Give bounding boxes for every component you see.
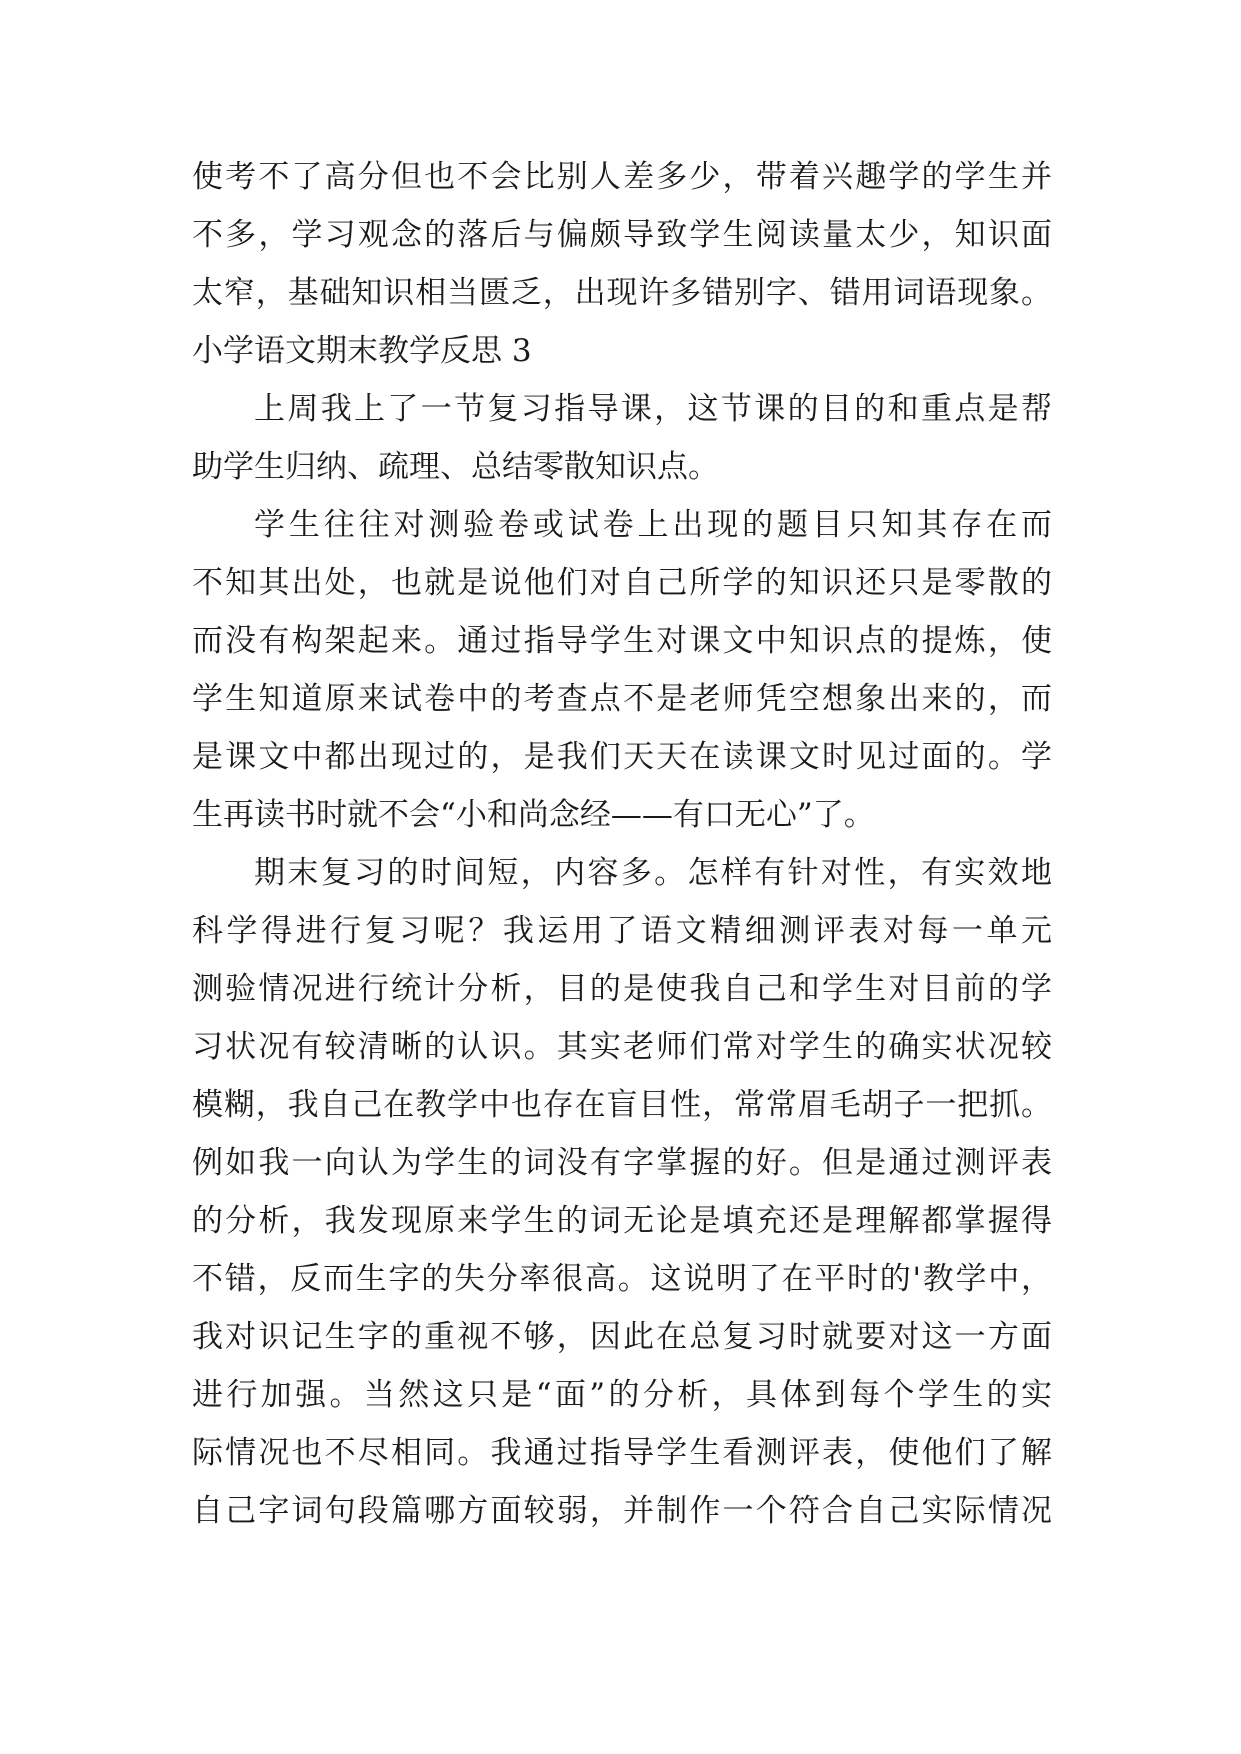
text-line: 不错，反而生字的失分率很高。这说明了在平时的'教学中， (192, 1261, 1052, 1297)
text-line: 生再读书时就不会“小和尚念经——有口无心”了。 (192, 797, 875, 833)
section-heading: 小学语文期末教学反思 3 (192, 333, 532, 369)
text-line: 际情况也不尽相同。我通过指导学生看测评表，使他们了解 (192, 1435, 1052, 1471)
text-line: 期末复习的时间短，内容多。怎样有针对性，有实效地 (254, 855, 1052, 891)
text-line: 习状况有较清晰的认识。其实老师们常对学生的确实状况较 (192, 1029, 1052, 1065)
text-line: 不多，学习观念的落后与偏颇导致学生阅读量太少，知识面 (192, 217, 1052, 253)
text-line: 自己字词句段篇哪方面较弱，并制作一个符合自己实际情况 (192, 1493, 1052, 1529)
text-line: 上周我上了一节复习指导课，这节课的目的和重点是帮 (254, 391, 1052, 427)
text-line: 模糊，我自己在教学中也存在盲目性，常常眉毛胡子一把抓。 (192, 1087, 1052, 1123)
text-line: 不知其出处，也就是说他们对自己所学的知识还只是零散的 (192, 565, 1052, 601)
text-line: 进行加强。当然这只是“面”的分析，具体到每个学生的实 (192, 1377, 1052, 1413)
text-line: 测验情况进行统计分析，目的是使我自己和学生对目前的学 (192, 971, 1052, 1007)
text-line: 的分析，我发现原来学生的词无论是填充还是理解都掌握得 (192, 1203, 1052, 1239)
text-line: 是课文中都出现过的，是我们天天在读课文时见过面的。学 (192, 739, 1052, 775)
text-line: 科学得进行复习呢？我运用了语文精细测评表对每一单元 (192, 913, 1052, 949)
text-line: 学生往往对测验卷或试卷上出现的题目只知其存在而 (254, 507, 1052, 543)
text-line: 我对识记生字的重视不够，因此在总复习时就要对这一方面 (192, 1319, 1052, 1355)
text-line: 太窄，基础知识相当匮乏，出现许多错别字、错用词语现象。 (192, 275, 1052, 311)
text-line: 例如我一向认为学生的词没有字掌握的好。但是通过测评表 (192, 1145, 1052, 1181)
text-line: 而没有构架起来。通过指导学生对课文中知识点的提炼，使 (192, 623, 1052, 659)
text-line: 学生知道原来试卷中的考查点不是老师凭空想象出来的，而 (192, 681, 1052, 717)
text-line: 使考不了高分但也不会比别人差多少，带着兴趣学的学生并 (192, 159, 1052, 195)
text-line: 助学生归纳、疏理、总结零散知识点。 (192, 449, 719, 485)
document-page (192, 148, 1052, 1540)
